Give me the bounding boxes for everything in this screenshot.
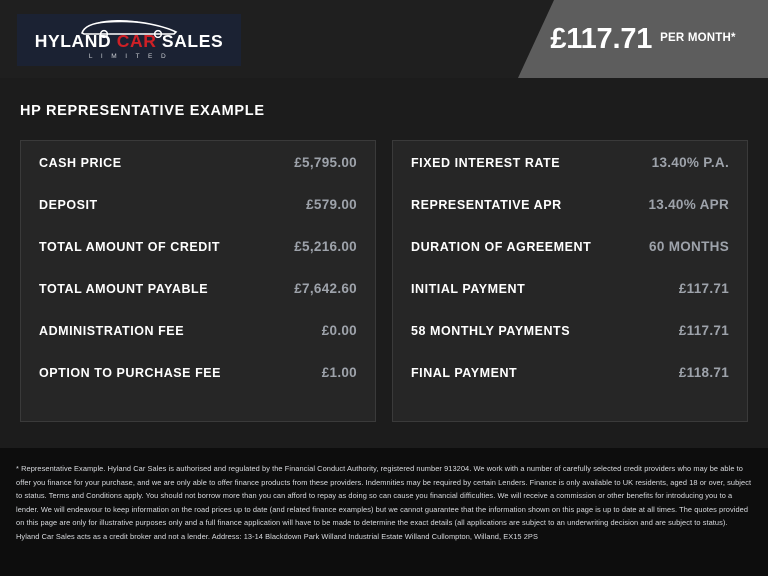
row-value: 13.40% APR — [648, 197, 729, 212]
table-row — [39, 197, 357, 239]
row-value: £5,795.00 — [294, 155, 357, 170]
row-label: ADMINISTRATION FEE — [39, 324, 185, 338]
row-label: FIXED INTEREST RATE — [411, 156, 561, 170]
company-logo[interactable] — [17, 14, 241, 66]
table-row — [411, 281, 729, 323]
table-row — [411, 197, 729, 239]
row-value: 60 MONTHS — [649, 239, 729, 254]
row-label: CASH PRICE — [39, 156, 122, 170]
row-value: £117.71 — [678, 281, 729, 296]
table-row — [411, 323, 729, 365]
row-label: TOTAL AMOUNT PAYABLE — [39, 282, 209, 296]
logo-wordmark — [35, 31, 224, 52]
page-title: HP REPRESENTATIVE EXAMPLE — [20, 103, 265, 119]
row-label: TOTAL AMOUNT OF CREDIT — [39, 240, 221, 254]
row-value: £1.00 — [321, 365, 357, 380]
row-value: £117.71 — [678, 323, 729, 338]
logo-text-car: CAR — [116, 31, 157, 51]
finance-details-panels — [0, 119, 768, 422]
row-label: DURATION OF AGREEMENT — [411, 240, 592, 254]
row-value: £579.00 — [306, 197, 357, 212]
table-row — [411, 155, 729, 197]
monthly-price-banner — [518, 0, 768, 78]
table-row — [39, 323, 357, 365]
table-row — [411, 365, 729, 407]
footer-disclaimer — [0, 448, 768, 576]
row-label: FINAL PAYMENT — [411, 366, 518, 380]
monthly-price-amount: £117.71 — [550, 22, 653, 55]
table-row — [39, 281, 357, 323]
row-value: £0.00 — [321, 323, 357, 338]
page-header — [0, 0, 768, 78]
row-value: £7,642.60 — [294, 281, 357, 296]
logo-text-part1: HYLAND — [34, 31, 117, 51]
row-label: DEPOSIT — [39, 198, 98, 212]
row-value: £118.71 — [678, 365, 729, 380]
table-row — [39, 365, 357, 407]
monthly-price-period: PER MONTH* — [660, 32, 736, 44]
row-value: 13.40% P.A. — [651, 155, 729, 170]
table-row — [39, 155, 357, 197]
logo-subtitle: L I M I T E D — [88, 53, 170, 60]
right-details-panel — [392, 140, 748, 422]
table-row — [39, 239, 357, 281]
row-label: OPTION TO PURCHASE FEE — [39, 366, 222, 380]
row-label: INITIAL PAYMENT — [411, 282, 526, 296]
left-details-panel — [20, 140, 376, 422]
row-label: REPRESENTATIVE APR — [411, 198, 562, 212]
disclaimer-text: * Representative Example. Hyland Car Sales is authorised and regulated by the Financial Conduct Authority, registered number 913204. We work with a number of carefully selected credit providers who may be able to offer you finance for your purchase, and we are only able to offer finance products from these providers. Indemnities may be required by certain Lenders. Finance is only available to UK residents, aged 18 or over, subject to status. Terms and Conditions apply. You should not borrow more than you can afford to repay as doing so can cause you financial difficulties. We will receive a commission or other benefits for introducing you to a lender. We will endeavour to keep information on the road prices up to date (and related finance examples) but we cannot guarantee that the information shown on this page is up to date at all times. The quotes provided on this page are only for illustrative purposes only and a full finance application will have to be made to determine the exact details (all applications are subject to an underwriting decision and are subject to status). Hyland Car Sales acts as a credit broker and not a lender. Address: 13-14 Blackdown Park Willand Industrial Estate Willand Cullompton, Willand, EX15 2PS — [16, 464, 752, 541]
table-row — [411, 239, 729, 281]
row-value: £5,216.00 — [294, 239, 357, 254]
logo-text-part2: SALES — [156, 31, 224, 51]
row-label: 58 MONTHLY PAYMENTS — [411, 324, 571, 338]
